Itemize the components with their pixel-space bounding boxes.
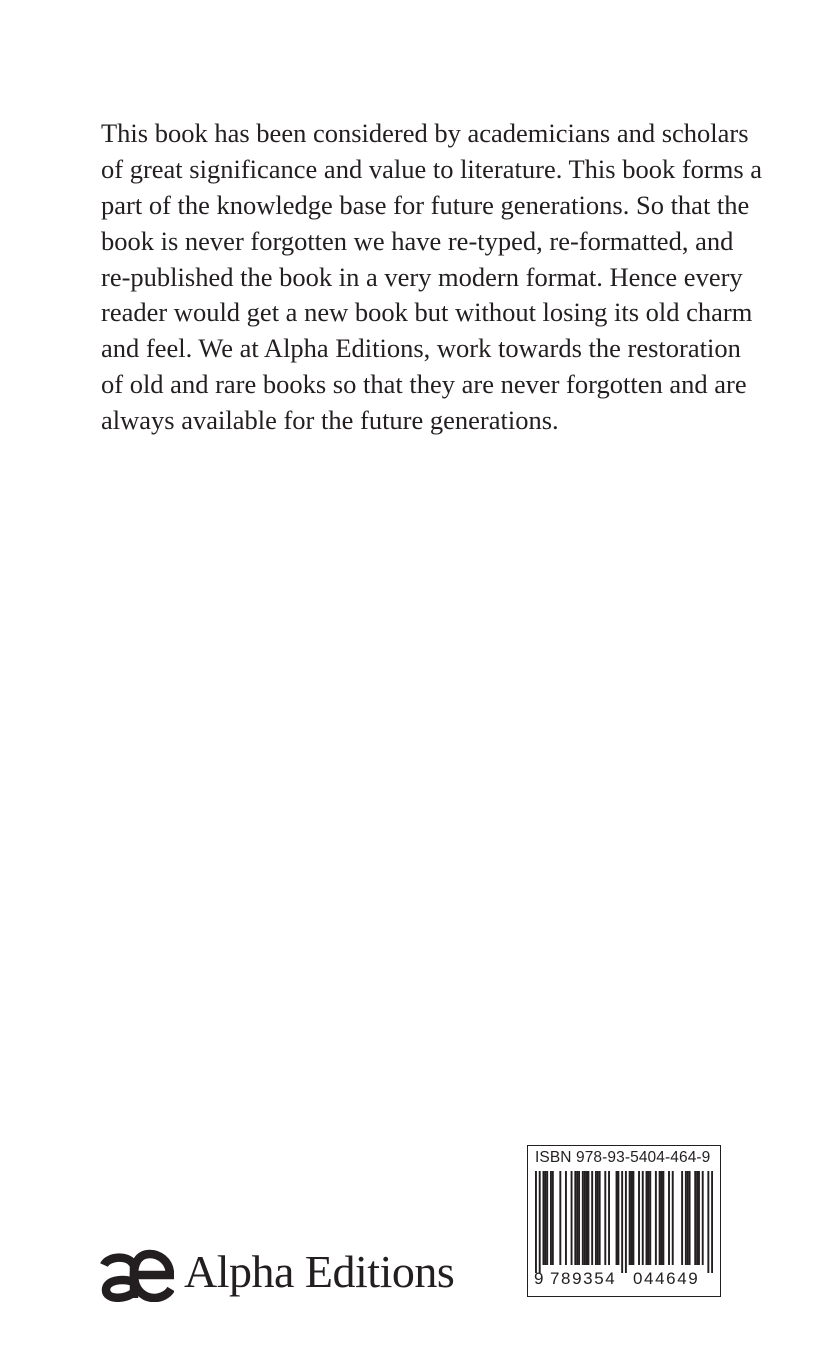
barcode-bar: [535, 1171, 537, 1273]
barcode-bar: [578, 1171, 580, 1265]
blurb-line: This book has been considered by academicians and scholars: [101, 118, 749, 148]
barcode-bar: [582, 1171, 584, 1265]
barcode-bar: [625, 1171, 627, 1273]
barcode-bar: [662, 1171, 664, 1265]
barcode-bar: [550, 1171, 552, 1265]
barcode-bar: [597, 1171, 599, 1265]
barcode-bar: [711, 1171, 713, 1273]
isbn-label: ISBN 978-93-5404-464-9: [535, 1149, 711, 1166]
barcode-bar: [587, 1171, 589, 1265]
barcode-bar: [574, 1171, 576, 1265]
barcode-bar: [696, 1171, 698, 1265]
barcode-bar: [591, 1171, 593, 1265]
barcode-bar: [685, 1171, 687, 1265]
isbn-barcode: [527, 1145, 721, 1297]
blurb-line: of great significance and value to literature. This book forms a: [101, 153, 763, 184]
barcode-bar: [694, 1171, 696, 1265]
blurb-line: of old and rare books so that they are never forgotten and are: [101, 369, 747, 400]
barcode-digits-right: 044649: [633, 1269, 700, 1288]
publisher-logo: [100, 1246, 460, 1306]
barcode-bar: [698, 1171, 700, 1265]
barcode-digit-lead: 9: [534, 1269, 544, 1288]
barcode-bar: [559, 1171, 561, 1265]
barcode-bar: [544, 1171, 546, 1265]
blurb-line: reader would get a new book but without losing its old charm: [101, 297, 753, 328]
barcode-bar: [565, 1171, 567, 1265]
barcode-bar: [599, 1171, 601, 1265]
blurb-line: always available for the future generations.: [101, 405, 559, 436]
barcode-bar: [608, 1171, 610, 1265]
barcode-bar: [621, 1171, 623, 1273]
back-cover-blurb: [101, 116, 763, 439]
barcode-bar: [689, 1171, 691, 1265]
barcode-digits: [528, 1267, 718, 1291]
barcode-bar: [655, 1171, 657, 1265]
barcode-bar: [631, 1171, 633, 1265]
barcode-bar: [702, 1171, 704, 1265]
barcode-bar: [649, 1171, 651, 1265]
blurb-line: part of the knowledge base for future generations. So that the: [101, 189, 750, 220]
blurb-line: and feel. We at Alpha Editions, work towards the restoration: [101, 333, 741, 364]
barcode-bar: [659, 1171, 661, 1265]
barcode-bar: [629, 1171, 631, 1265]
barcode-bar: [546, 1171, 548, 1265]
barcode-bar: [604, 1171, 606, 1265]
barcode-bar: [576, 1171, 578, 1265]
blurb-line: book is never forgotten we have re-typed, re-formatted, and: [101, 225, 734, 256]
blurb-line: re-published the book in a very modern format. Hence every: [101, 261, 743, 292]
barcode-bar: [681, 1171, 683, 1265]
barcode-bar: [661, 1171, 663, 1265]
barcode-bar: [707, 1171, 709, 1273]
barcode-bar: [646, 1171, 648, 1265]
barcode-bar: [617, 1171, 619, 1265]
barcode-bar: [642, 1171, 644, 1265]
barcode-bar: [687, 1171, 689, 1265]
barcode-digits-left: 789354: [550, 1269, 617, 1288]
barcode-bar: [672, 1171, 674, 1265]
barcode-bar: [552, 1171, 554, 1265]
barcode-bar: [539, 1171, 541, 1273]
barcode-bar: [616, 1171, 618, 1265]
barcode-bar: [584, 1171, 586, 1265]
barcode-bar: [647, 1171, 649, 1265]
barcode-bar: [638, 1171, 640, 1265]
barcode-bar: [571, 1171, 573, 1265]
barcode-bars: [535, 1171, 713, 1273]
ae-ligature-logo-icon: [100, 1248, 174, 1302]
barcode-bar: [542, 1171, 544, 1265]
barcode-bar: [595, 1171, 597, 1265]
barcode-bar: [632, 1171, 634, 1265]
barcode-bar: [668, 1171, 670, 1265]
barcode-bar: [586, 1171, 588, 1265]
publisher-name: Alpha Editions: [184, 1246, 455, 1297]
